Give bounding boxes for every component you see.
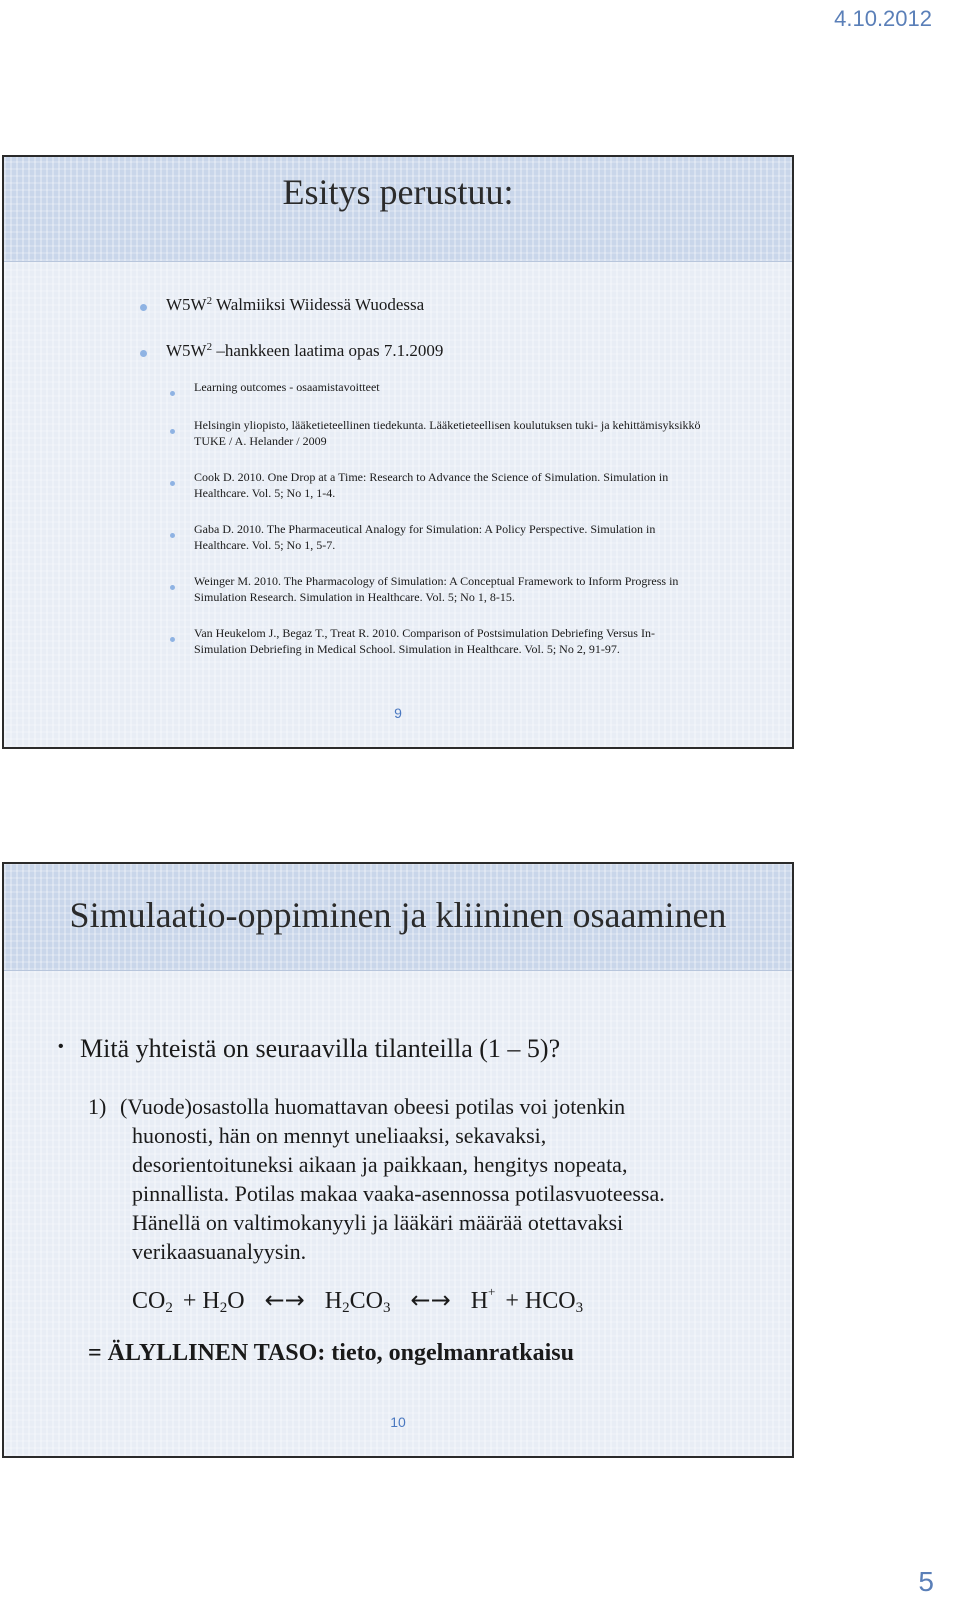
eq-sub: 2: [219, 1300, 228, 1316]
bullet-dot-icon: [170, 533, 175, 538]
eq-sub: 3: [382, 1300, 391, 1316]
eq-sub: 2: [342, 1300, 350, 1316]
situation-line: huonosti, hän on mennyt uneliaaksi, sekavaksi,: [132, 1123, 547, 1148]
slide-title: Simulaatio-oppiminen ja kliininen osaaminen: [69, 895, 727, 935]
situation-line: verikaasuanalyysin.: [132, 1239, 307, 1264]
reference-line: Simulation Debriefing in Medical School. Simulation in Healthcare. Vol. 5; No 2, 91-97.: [194, 642, 620, 656]
eq-hplus: H: [470, 1288, 489, 1314]
situation-label: 1): [88, 1094, 107, 1119]
eq-sup: +: [488, 1284, 496, 1299]
page-date: 4.10.2012: [834, 6, 932, 31]
reference-line: TUKE / A. Helander / 2009: [194, 434, 327, 448]
list-item: [172, 417, 752, 449]
bullet-dot-icon: [170, 429, 175, 434]
reference-line: Healthcare. Vol. 5; No 1, 5-7.: [194, 538, 336, 552]
slide-10: [2, 862, 794, 1458]
bullet-dot-icon: [140, 304, 147, 311]
slide-number: 9: [394, 705, 402, 721]
eq-plus-hco: + HCO: [505, 1288, 576, 1314]
situation-1: [88, 1092, 768, 1266]
situation-line: pinnallista. Potilas makaa vaaka-asennossa potilasvuoteessa.: [132, 1181, 665, 1206]
double-arrow-icon: ←→: [410, 1286, 451, 1314]
question-text: Mitä yhteistä on seuraavilla tilanteilla (1 – 5)?: [80, 1034, 561, 1063]
bullet-dot-icon: [170, 481, 175, 486]
eq-sub: 2: [165, 1300, 173, 1316]
double-arrow-icon: ←→: [264, 1286, 305, 1314]
reference-line: Learning outcomes - osaamistavoitteet: [194, 380, 380, 394]
slide-header: [4, 157, 792, 262]
slide-9: [2, 155, 794, 749]
reference-line: Cook D. 2010. One Drop at a Time: Research to Advance the Science of Simulation. Simulation in: [194, 470, 669, 484]
reference-line: Weinger M. 2010. The Pharmacology of Simulation: A Conceptual Framework to Inform Progress in: [194, 574, 679, 588]
conclusion: = ÄLYLLINEN TASO: tieto, ongelmanratkaisu: [88, 1340, 574, 1366]
reference-line: Simulation Research. Simulation in Healthcare. Vol. 5; No 1, 8-15.: [194, 590, 515, 604]
situation-line: Hänellä on valtimokanyyli ja lääkäri määrää otettavaksi: [132, 1210, 624, 1235]
bullet-text-pre: W5W: [166, 341, 207, 360]
reference-line: Healthcare. Vol. 5; No 1, 1-4.: [194, 486, 336, 500]
bullet-dot-icon: •: [58, 1038, 64, 1055]
bullet-dot-icon: [170, 637, 175, 642]
list-item: [144, 295, 424, 315]
bullet-text-pre: W5W: [166, 295, 207, 314]
bullet-dot-icon: [170, 391, 175, 396]
situation-line: desorientoituneksi aikaan ja paikkaan, hengitys nopeata,: [132, 1152, 628, 1177]
eq-h: H: [324, 1288, 343, 1314]
question-item: [58, 1034, 560, 1064]
list-item: [172, 379, 732, 395]
situation-line: (Vuode)osastolla huomattavan obeesi potilas voi jotenkin: [120, 1094, 626, 1119]
eq-co: CO: [132, 1288, 166, 1314]
bullet-text-post: Walmiiksi Wiidessä Wuodessa: [212, 295, 425, 314]
list-item: [172, 521, 752, 553]
list-item: [172, 469, 752, 501]
reference-line: Helsingin yliopisto, lääketieteellinen tiedekunta. Lääketieteellisen koulutuksen tuki- ja kehittämisyksikkö: [194, 418, 701, 432]
bullet-dot-icon: [140, 350, 147, 357]
eq-sub: 3: [575, 1300, 584, 1316]
slide-title: Esitys perustuu:: [282, 172, 514, 212]
reference-line: Van Heukelom J., Begaz T., Treat R. 2010. Comparison of Postsimulation Debriefing Versus In-: [194, 626, 655, 640]
bullet-text-post: –hankkeen laatima opas 7.1.2009: [212, 341, 444, 360]
list-item: [172, 625, 752, 657]
page-number: 5: [918, 1566, 934, 1597]
reference-line: Gaba D. 2010. The Pharmaceutical Analogy for Simulation: A Policy Perspective. Simulation in: [194, 522, 656, 536]
bullet-dot-icon: [170, 585, 175, 590]
eq-o: O: [227, 1288, 245, 1314]
slide-header: [4, 864, 792, 971]
eq-co3: CO: [349, 1288, 383, 1314]
eq-plus-h: + H: [182, 1288, 220, 1314]
slide-number: 10: [390, 1414, 406, 1430]
bullet-text-sup: 2: [206, 341, 213, 353]
chemical-equation: [132, 1284, 583, 1317]
bullet-text-sup: 2: [206, 295, 213, 307]
list-item: [172, 573, 752, 605]
list-item: [144, 341, 443, 361]
